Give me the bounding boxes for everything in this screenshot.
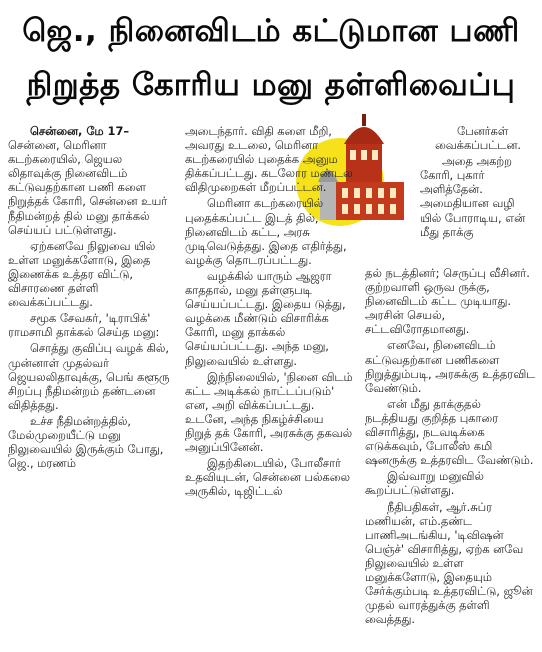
column-2 (185, 124, 353, 500)
headline-line-2: நிறுத்த கோரிய மனு தள்ளிவைப்பு (26, 67, 516, 103)
paragraph: உச்ச நீதிமன்றத்தில், மேல்முறையீட்டு மனு நிலுவையில் இருக்கும் போது, ஜெ., மரணம் (8, 413, 164, 471)
paragraph: அடைந்தார். விதி களை மீறி, அவரது உடலை, மெரினா கடற்கரையில் புதைக்க அனும திக்கப்பட்டது. கடலோர மண்டல விதிமுறைகள் மீறப்பட்டன. (185, 124, 353, 195)
column-3 (365, 266, 537, 628)
column-1 (8, 124, 176, 472)
paragraph: சமூக சேவகர், 'டிராபிக்' ராமசாமி தாக்கல் செய்த மனு: (8, 311, 160, 340)
column-3-top (365, 124, 537, 239)
paragraph: சென்னை, மே 17– சென்னை, மெரினா கடற்கரையில், ஜெயல லிதாவுக்கு நினைவிடம் கட்டுவதற்கான பணி களை நிறுத்தக் கோரி, சென்னை உயர் நீதிமன்றத் தில் மனு தாக்கல் செய்யப் பட்டுள்ளது. (8, 124, 168, 237)
paragraph: இந்நிலையில், 'நினை விடம் கட்ட அடிக்கல் நாட்டப்படும்' என, அறி விக்கப்பட்டது. உடனே, அந்த நிகழ்ச்சியை நிறுத் தக் கோரி, அரசுக்கு தகவல் அனுப்பினேன். (185, 369, 353, 455)
paragraph: சொத்து குவிப்பு வழக் கில், முன்னாள் முதல்வர் ஜெயலலிதாவுக்கு, பெங் களூரு சிறப்பு நீதிமன்றம் தண்டனை விதித்தது. (8, 341, 170, 412)
paragraph: பேனர்கள் வைக்கப்பட்டன. (435, 124, 522, 153)
paragraph: என் மீது தாக்குதல் நடத்தியது குறித்த புகாரை விசாரித்து, நடவடிக்கை எடுக்கவும், போலீஸ் கமி ஷனருக்கு உத்தரவிட வேண்டும். (365, 396, 534, 468)
paragraph: வழக்கில் யாரும் ஆஜரா காததால், மனு தள்ளுபடி செய்யப்பட்டது. இதைய டுத்து, வழக்கை மீண்டும் விசாரிக்க கோரி, மனு தாக்கல் செய்யப்பட்டது. அந்த மனு, நிலுவையில் உள்ளது. (185, 268, 346, 368)
paragraph: நீதிபதிகள், ஆர்.சுப்ர மணியன், எம்.தண்ட பாணிஅடங்கிய, 'டிவிஷன் பெஞ்ச்' விசாரித்து, ஏற்க னவே நிலுவையில் உள்ள மனுக்களோடு, இதையும் சேர்க்கும்படி உத்தரவிட்டு, ஜூன் முதல் வாரத்துக்கு தள்ளி வைத்தது. (365, 499, 533, 627)
paragraph: இதற்கிடையில், போலீசார் உதவியுடன், சென்னை பல்கலை அருகில், டிஜிட்டல் (185, 456, 350, 499)
paragraph: இவ்வாறு மனுவில் கூறப்பட்டுள்ளது. (365, 469, 484, 498)
paragraph: மெரினா கடற்கரையில் புதைக்கப்பட்ட இடத் தில், நினைவிடம் கட்ட, அரசு முடிவெடுத்தது. இதை எதிர்த்து, வழக்கு தொடரப்பட்டது. (185, 196, 347, 267)
dateline: சென்னை, மே 17– (30, 124, 130, 138)
paragraph: அதை அகற்ற கோரி, புகார் அளித்தேன். அமைதியான வழி யில் போராடிய, என் மீது தாக்கு (420, 154, 526, 239)
paragraph: ஏற்கனவே நிலுவை யில் உள்ள மனுக்களோடு, இதை இணைக்க உத்தர விட்டு, விசாரணை தள்ளி வைக்கப்பட்டது. (8, 238, 156, 310)
paragraph: தல் நடத்தினர்; செருப்பு வீசினர். குற்றவாளி ஒருவ ருக்கு, நினைவிடம் கட்ட முடியாது. அரசின் செயல், சட்டவிரோதமானது. (365, 266, 530, 337)
paragraph: எனவே, நினைவிடம் கட்டுவதற்கான பணிகளை நிறுத்தும்படி, அரசுக்கு உத்தரவிட வேண்டும். (365, 338, 536, 395)
headline (0, 4, 542, 112)
headline-line-1: ஜெ., நினைவிடம் கட்டுமான பணி (22, 13, 520, 49)
